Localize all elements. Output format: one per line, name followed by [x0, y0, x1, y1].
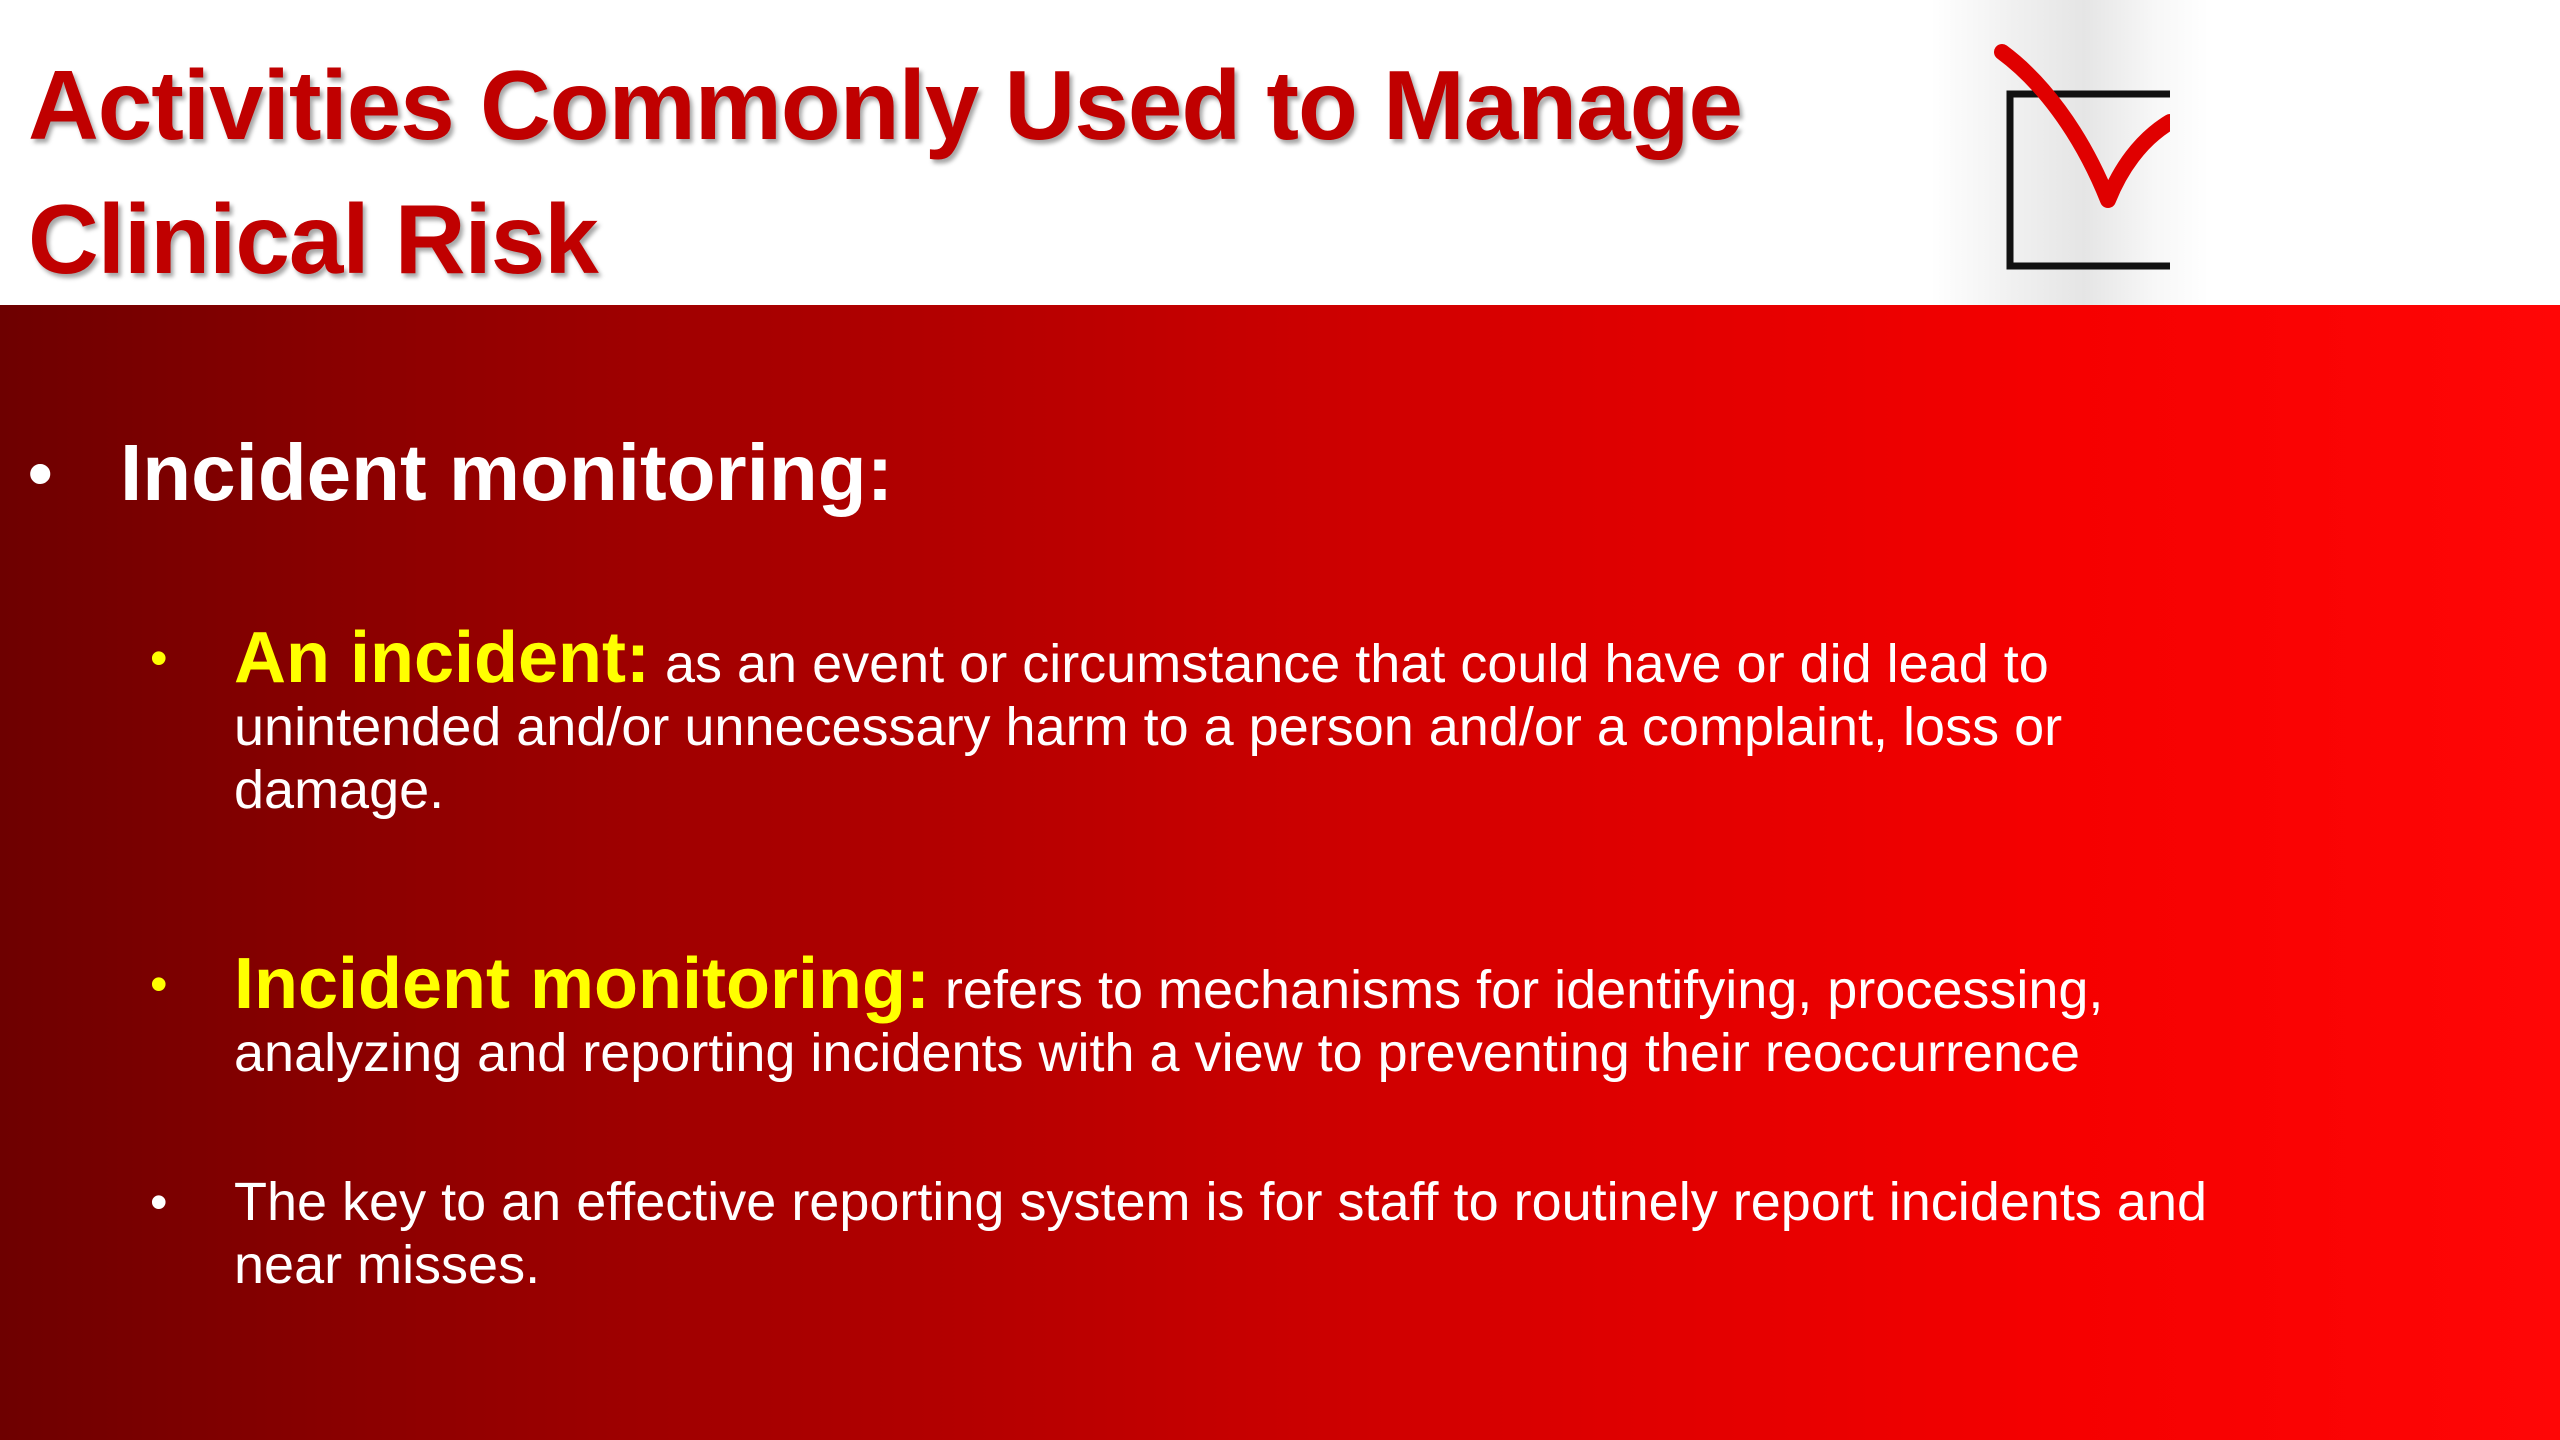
slide-title: Activities Commonly Used to Manage Clinical Risk: [28, 50, 1743, 294]
bullet-icon: •: [150, 956, 168, 1012]
main-bullet-text: Incident monitoring:: [120, 428, 894, 517]
term-label: An incident:: [234, 618, 650, 698]
checked-box-icon: [1970, 40, 2170, 280]
list-item-reporting-system: [150, 1171, 2250, 1297]
list-item-incident: [150, 618, 2250, 822]
term-label: Incident monitoring:: [234, 944, 930, 1024]
main-bullet: [28, 423, 893, 523]
term-definition: refers to mechanisms for identifying, processing, analyzing and reporting incidents with a view to preventing their reoccurrence: [234, 960, 2104, 1083]
checkbox-graphic: [1930, 0, 2210, 305]
list-item-incident-monitoring: [150, 944, 2250, 1085]
list-item-text: The key to an effective reporting system is for staff to routinely report incidents and near misses.: [234, 1172, 2208, 1295]
bullet-icon: •: [150, 630, 168, 686]
list-item-text: [234, 944, 2250, 1085]
term-definition: as an event or circumstance that could have or did lead to unintended and/or unnecessary harm to a person and/or a complaint, loss or damage.: [234, 634, 2063, 820]
bullet-icon: •: [28, 434, 53, 512]
bullet-icon: •: [150, 1174, 168, 1230]
slide-header: [0, 0, 2560, 305]
list-item-text: [234, 618, 2250, 822]
slide-body: [0, 305, 2560, 1440]
